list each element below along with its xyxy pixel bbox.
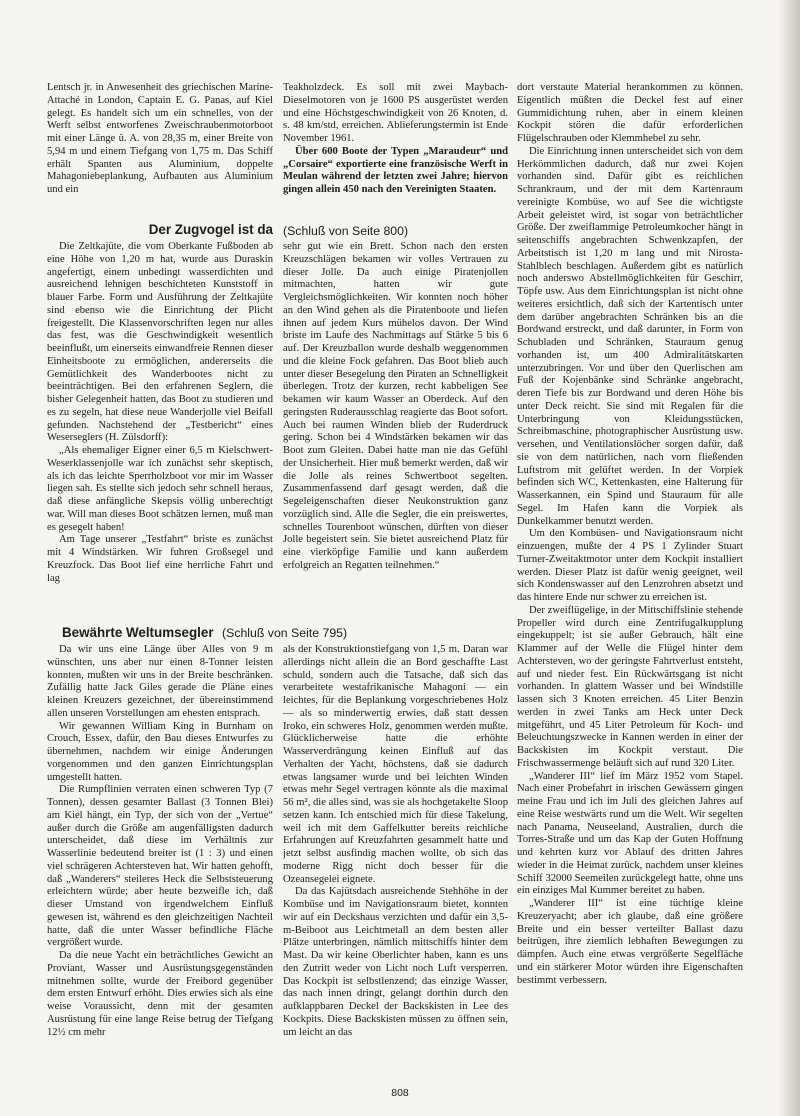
paragraph: sehr gut wie ein Brett. Schon nach den ersten Kreuzschlägen bekamen wir volles Vertrauen zu dieser Jolle. Da auch einige Piratenjollen mitmachten, hatten wir gute Vergleichsmöglichkeiten. Wir konnten noch höher an den Wind gehen als die Piratenboote und liefen ihnen auf jedem Kurs mühelos davon. Der Wind briste im Laufe des Nachmittags auf Stärke 5 bis 6 auf. Der Kreuzballon wurde deshalb weggenommen und die kleine Fock gefahren. Das Boot blieb auch unter dieser Besegelung den Piraten an Schnelligkeit überlegen. Trotz der kurzen, recht kabbeligen See bekamen wir kaum Wasser an Oberdeck. Auf den geringsten Ruderausschlag reagierte das Boot sofort. Auch bei raumen Winden blieb der Ruderdruck gering. Schon bei 4 Windstärken bekamen wir das Boot zum Gleiten. Dabei hatte man nie das Gefühl der Unsicherheit. Hier muß bemerkt werden, daß wir die Jolle als reines Schwertboot segelten. Zusammenfassend darf gesagt werden, daß die Segeleigenschaften dieser Neukonstruktion ganz vorzüglich sind. Alle die Segler, die ein preiswertes, schnelles Tourenboot wünschen, dürften von dieser Jolle begeistert sein. Sie bietet ausreichend Platz für eine vierköpfige Familie und kann außerdem erfolgreich an Regatten teilnehmen.“ [283, 241, 508, 571]
paragraph: Um den Kombüsen- und Navigationsraum nicht einzuengen, mußte der 4 PS 1 Zylinder Stuart Turner-Zweitaktmotor unter dem Kockpit installiert werden. Dieser Platz ist dafür wenig geeignet, weil sich Kondenswasser auf den Lenzrohren absetzt und das hintere Ende nur schwer zu erreichen ist. [517, 528, 743, 603]
paragraph: Der zweiflügelige, in der Mittschiffslinie stehende Propeller wird durch eine Zentrifugalkupplung eingekuppelt; ist sie außer Gebrauch, hält eine Klammer auf der Welle die Flügel hinter dem Achtersteven, wo der geringste Fahrtverlust entsteht, auf und nieder fest. Ein Rückwärtsgang ist nicht vorhanden. In glattem Wasser und bei Windstille lassen sich 3 Knoten erreichen. 45 Liter Benzin werden in zwei Tanks am Heck unter Deck mitgeführt, und 45 Liter Petroleum für Koch- und Beleuchtungszwecke in Kannen werden in einer der Backskisten im Kockpit verstaut. Die Frischwassermenge beläuft sich auf rund 320 Liter. [517, 604, 743, 769]
paragraph: Da die neue Yacht ein beträchtliches Gewicht an Proviant, Wasser und Ausrüstungsgegenständen mitnehmen sollte, wurde der Freibord gegenüber dem ersten Entwurf erhöht. Dies erwies sich als eine weise Voraussicht, denn mit der gesamten Ausrüstung für eine lange Reise betrug der Tiefgang 12½ cm mehr [47, 950, 273, 1038]
heading-weltumsegler-title: Bewährte Weltumsegler [62, 625, 214, 640]
column-zugvogel-left [47, 241, 273, 613]
paragraph: Die Einrichtung innen unterscheidet sich von dem Herkömmlichen dadurch, daß nur zwei Kojen vorhanden sind. Dafür gibt es reichlichen Schrankraum, und der mit dem Kartenraum vereinigte Kombüse, wo auf See die wichtigste Arbeit geleistet wird, ist sogar von beträchtlicher Größe. Der zweiflammige Petroleumkocher hängt in seitenschiffs angebrachten Schwenkzapfen, der Arbeitstisch ist 1,20 m lang und mit Nirosta-Stahlblech beschlagen. Außerdem gibt es natürlich noch anderswo Abstellmöglichkeiten für Geschirr, Töpfe usw. Aus dem Einrichtungsplan ist nicht ohne weiteres ersichtlich, daß sich der Kartentisch unter dem darüber angebrachten Schränken bis an die Bordwand erstreckt, und daß darunter, in Form von Schubladen und Schränken, Stauraum genug vorhanden ist, um 400 Admiralitätskarten unterzubringen. Vor und über den Querlischen am Fuß der Kojenbänke sind Schränke angebracht, deren Tiefe bis zur Bordwand und deren Höhe bis unter Deck reicht. Sie sind mit Regalen für die Unterbringung von Kleidungsstücken, Schreibmaschine, photographischer Ausrüstung usw. versehen, und Ventilationslöcher sorgen dafür, daß sie von dem natürlichen, nach vorn fließenden Luftstrom mit gelüftet werden. In der Vorpiek befinden sich WC, Kettenkasten, eine Halterung für Wasserkannen, ein Spind und Stauraum für alle Segel. Im Hafen kann die Vorpiek als Dunkelkammer benutzt werden. [517, 145, 743, 527]
paragraph: als der Konstruktionstiefgang von 1,5 m. Daran war allerdings nicht allein die an Bord geschaffte Last schuld, sondern auch die Tatsache, daß sich das verarbeitete westafrikanische Mahagoni — ein leichtes, für die Beplankung vorgeschriebenes Holz — als so minderwertig erwies, daß statt dessen Iroko, ein schweres Holz, genommen werden mußte. Glücklicherweise hatte die erhöhte Wasserverdrängung keinen Einfluß auf das Verhalten der Yacht, höchstens, daß sie dadurch etwas langsamer wurde und bei leichten Winden etwas mehr Segel vertragen könnte als die maximal 56 m², die alles sind, was sie als hochgetakelte Sloop setzen kann. Ich entschied mich für diese Takelung, weil ich mit dem Gaffelkutter bereits reichliche Erfahrungen auf Kreuzfahrten gesammelt hatte und jetzt selbst ausfindig machen wollte, ob sich das moderne Rigg nicht doch besser für die Ozeansegelei eignete. [283, 644, 508, 885]
paragraph: „Wanderer III“ ist eine tüchtige kleine Kreuzeryacht; aber ich glaube, daß eine größere Breite und ein besser verteilter Ballast dazu beitrügen, ihre ziemlich lebhaften Bewegungen zu dämpfen. Auch eine etwas vergrößerte Segelfläche und ein stärkerer Motor würden ihre Eigenschaften bestimmt verbessern. [517, 898, 743, 986]
paragraph: Teakholzdeck. Es soll mit zwei Maybach-Dieselmotoren von je 1600 PS ausgerüstet werden und eine Höchstgeschwindigkeit von 26 Knoten, d. s. 48 km/std, erreichen. Ablieferungstermin ist Ende November 1961. [283, 82, 508, 144]
paragraph: Die Rumpflinien verraten einen schweren Typ (7 Tonnen), dessen gesamter Ballast (3 Tonnen Blei) am Kiel hängt, ein Typ, der sich von der „Vertue“ außer durch die Größe am augenfälligsten dadurch unterscheidet, daß diese im Verhältnis zur Wasserlinie bedeutend breiter ist (1 : 3) und einen viel schrägeren Achtersteven hat. Wir hatten gehofft, daß „Wanderers“ steileres Heck die Selbststeuerung erleichtern würde; aber heute bezweifle ich, daß dieser Umstand von irgendwelchem Einfluß gewesen ist, während es den gleichzeitigen Nachteil hatte, daß die unter Wasser befindliche Fläche vergrößert wurde. [47, 784, 273, 949]
paragraph: Am Tage unserer „Testfahrt“ briste es zunächst mit 4 Windstärken. Wir fuhren Großsegel und Kreuzfock. Das Boot lief eine herrliche Fahrt und lag [47, 534, 273, 584]
paragraph: „Als ehemaliger Eigner einer 6,5 m Kielschwert-Weserklassenjolle war ich zunächst sehr skeptisch, als ich das leichte Sperrholzboot vor mir im Wasser liegen sah. Es stellte sich jedoch sehr schnell heraus, daß diese anfängliche Skepsis völlig unberechtigt war. Will man dieses Boot schätzen lernen, muß man es gesegelt haben! [47, 445, 273, 533]
paragraph: Wir gewannen William King in Burnham on Crouch, Essex, dafür, den Bau dieses Entwurfes zu übernehmen, nachdem wir einige Änderungen vorgenommen und den ganzen Einrichtungsplan umgestellt hatten. [47, 720, 273, 783]
heading-zugvogel-continuation [283, 222, 508, 240]
paragraph: Da wir uns eine Länge über Alles von 9 m wünschten, uns aber nur einen 8-Tonner leisten konnten, mußten wir uns in der Breite beschränken. Zufällig hatte Jack Giles gerade die Pläne eines kleinen Kreuzers gezeichnet, der übereinstimmend allen unseren Vorstellungen am ehesten entsprach. [47, 644, 273, 719]
heading-weltumsegler [62, 624, 508, 642]
paragraph: „Wanderer III“ lief im März 1952 vom Stapel. Nach einer Probefahrt in irischen Gewässern gingen meine Frau und ich im Juli des gleichen Jahres auf eine Reise westwärts rund um die Welt. Wir segelten nach Panama, Neuseeland, Australien, durch die Torres-Straße und um das Kap der Guten Hoffnung und kehrten kurz vor Ablauf des dritten Jahres wieder in die Heimat zurück, nachdem unser kleines Schiff 32000 Seemeilen zurückgelegt hatte, ohne uns ein einziges Mal Kummer bereitet zu haben. [517, 770, 743, 897]
column-top-left [47, 82, 273, 212]
paragraph: Da das Kajütsdach ausreichende Stehhöhe in der Kombüse und im Navigationsraum bietet, konnten wir auf ein Deckshaus verzichten und dafür ein 3,5-m-Beiboot aus Leichtmetall an dem besten aller Plätze unterbringen, nämlich mittschiffs hinter dem Mast. Da wir keine Oberlichter haben, kann es uns den Zutritt weder von Licht noch Luft versperren. Das Kockpit ist selbstlenzend; das einzige Wasser, das nach innen dringt, gelangt dorthin durch den aufklappbaren Deckel der Backskisten in Lee des Kockpits. Diese Backskisten müssen zu öffnen sein, um leicht an das [283, 886, 508, 1038]
paragraph: dort verstaute Material herankommen zu können. Eigentlich müßten die Deckel fest auf einer Gummidichtung ruhen, aber in einem kleinen Kockpit stören die dafür erforderlichen Flügelschrauben oder Klemmhebel zu sehr. [517, 82, 743, 144]
heading-zugvogel-title: Der Zugvogel ist da [148, 222, 273, 237]
column-zugvogel-right [283, 241, 508, 613]
paragraph: Die Zeltkajüte, die vom Oberkante Fußboden ab eine Höhe von 1,20 m hat, wurde aus Duraskin angefertigt, einem unbedingt wasserdichten und ausreichend lehnigen beschichteten Kunststoff in blauer Farbe. Form und Ausführung der Zeltkajüte sind ebenso wie die Einrichtung der Plicht freigestellt. Die Klassenvorschriften legen nur alles das fest, was die Geschwindigkeit wesentlich beeinflußt, um einerseits einwandfreie Rennen dieser Einheitsboote zu ermöglichen, andererseits die Gemütlichkeit des Wanderbootes nicht zu beeinträchtigen. Bei den erfahrenen Seglern, die bisher Gelegenheit hatten, das Boot zu studieren und es zu segeln, hat diese neue Wanderjolle viel Beifall gefunden. Nachstehend der „Testbericht“ eines Weserseglers (H. Zülsdorff): [47, 241, 273, 444]
column-right [517, 82, 743, 1082]
heading-zugvogel-sub: (Schluß von Seite 800) [283, 224, 409, 238]
column-weltumsegler-left [47, 644, 273, 1082]
paragraph: Lentsch jr. in Anwesenheit des griechischen Marine-Attaché in London, Captain E. G. Panas, auf Kiel gelegt. Es handelt sich um ein schnelles, von der Werft selbst entworfenes Zweischraubenmotorboot mit einer Länge ü. A. von 28,35 m, einer Breite von 5,94 m und einem Tiefgang von 1,75 m. Das Schiff erhält Spanten aus Aluminium, doppelte Mahagoniebeplankung, Aufbauten aus Aluminium und ein [47, 82, 273, 195]
news-item: Über 600 Boote der Typen „Maraudeur“ und „Corsaire“ exportierte eine französische Werft in Meulan während der letzten zwei Jahre; hiervon gingen allein 450 nach den Vereinigten Staaten. [283, 145, 508, 195]
heading-weltumsegler-sub: (Schluß von Seite 795) [222, 626, 348, 640]
page-number: 808 [391, 1087, 409, 1099]
heading-zugvogel [47, 221, 273, 239]
column-weltumsegler-middle [283, 644, 508, 1082]
page-edge-shadow [778, 0, 800, 1116]
